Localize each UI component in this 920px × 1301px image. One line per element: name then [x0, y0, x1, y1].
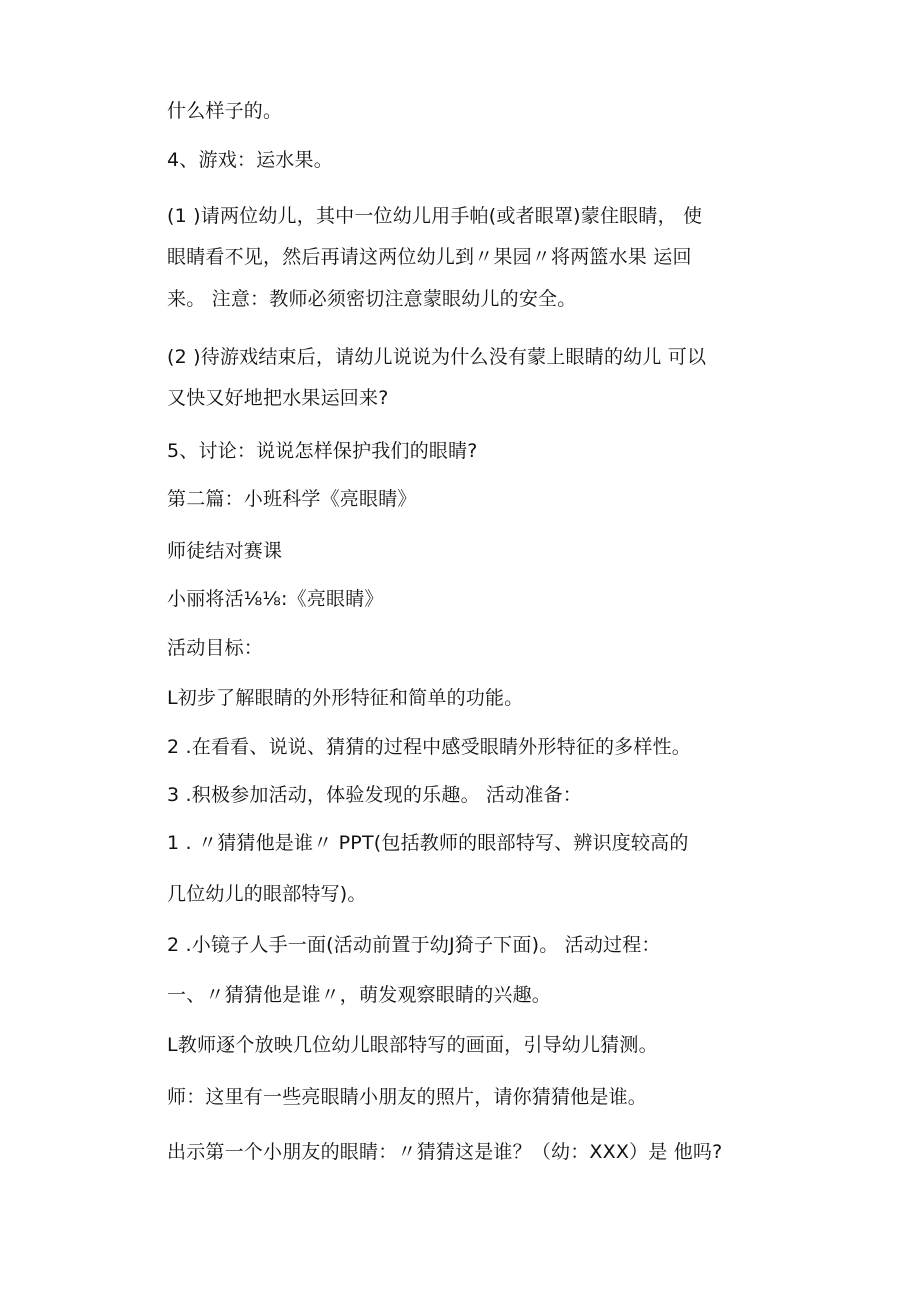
text-line: 4、游戏：运水果。 — [167, 149, 333, 171]
text-line: 出示第一个小朋友的眼睛：〃猜猜这是谁？（幼：XXX）是 他吗? — [167, 1141, 723, 1163]
text-line: 师徒结对赛课 — [167, 540, 283, 562]
text-line: L教师逐个放映几位幼儿眼部特写的画面，引导幼儿猜测。 — [167, 1034, 658, 1056]
text-line: 一、〃猜猜他是谁〃，萌发观察眼睛的兴趣。 — [167, 984, 552, 1006]
text-line: 几位幼儿的眼部特写)。 — [167, 883, 367, 905]
text-line: 什么样子的。 — [167, 100, 283, 122]
text-line: 3 .积极参加活动，体验发现的乐趣。 活动准备： — [167, 784, 583, 806]
text-line: L初步了解眼睛的外形特征和简单的功能。 — [167, 687, 524, 709]
section-heading: 第二篇：小班科学《亮眼睛》 — [167, 488, 417, 510]
text-line: (2 )待游戏结束后，请幼儿说说为什么没有蒙上眼睛的幼儿 可以 — [167, 346, 707, 368]
text-line: 师：这里有一些亮眼睛小朋友的照片，请你猜猜他是谁。 — [167, 1086, 648, 1108]
text-line: 眼睛看不见，然后再请这两位幼儿到〃果园〃将两篮水果 运回 — [167, 246, 692, 268]
text-line: 又快又好地把水果运回来? — [167, 387, 389, 409]
text-line: 2 .在看看、说说、猜猜的过程中感受眼睛外形特征的多样性。 — [167, 736, 691, 758]
text-line: 1 . 〃猜猜他是谁〃 PPT(包括教师的眼部特写、辨识度较高的 — [167, 832, 689, 854]
text-line: 5、讨论：说说怎样保护我们的眼睛? — [167, 440, 478, 462]
text-line: (1 )请两位幼儿，其中一位幼儿用手帕(或者眼罩)蒙住眼睛， 使 — [167, 205, 703, 227]
text-line: 小丽将活⅛⅛:《亮眼睛》 — [167, 588, 384, 610]
text-line: 2 .小镜子人手一面(活动前置于幼J猗子下面)。 活动过程： — [167, 934, 661, 956]
text-line: 活动目标： — [167, 637, 264, 659]
text-line: 来。 注意：教师必须密切注意蒙眼幼儿的安全。 — [167, 288, 577, 310]
